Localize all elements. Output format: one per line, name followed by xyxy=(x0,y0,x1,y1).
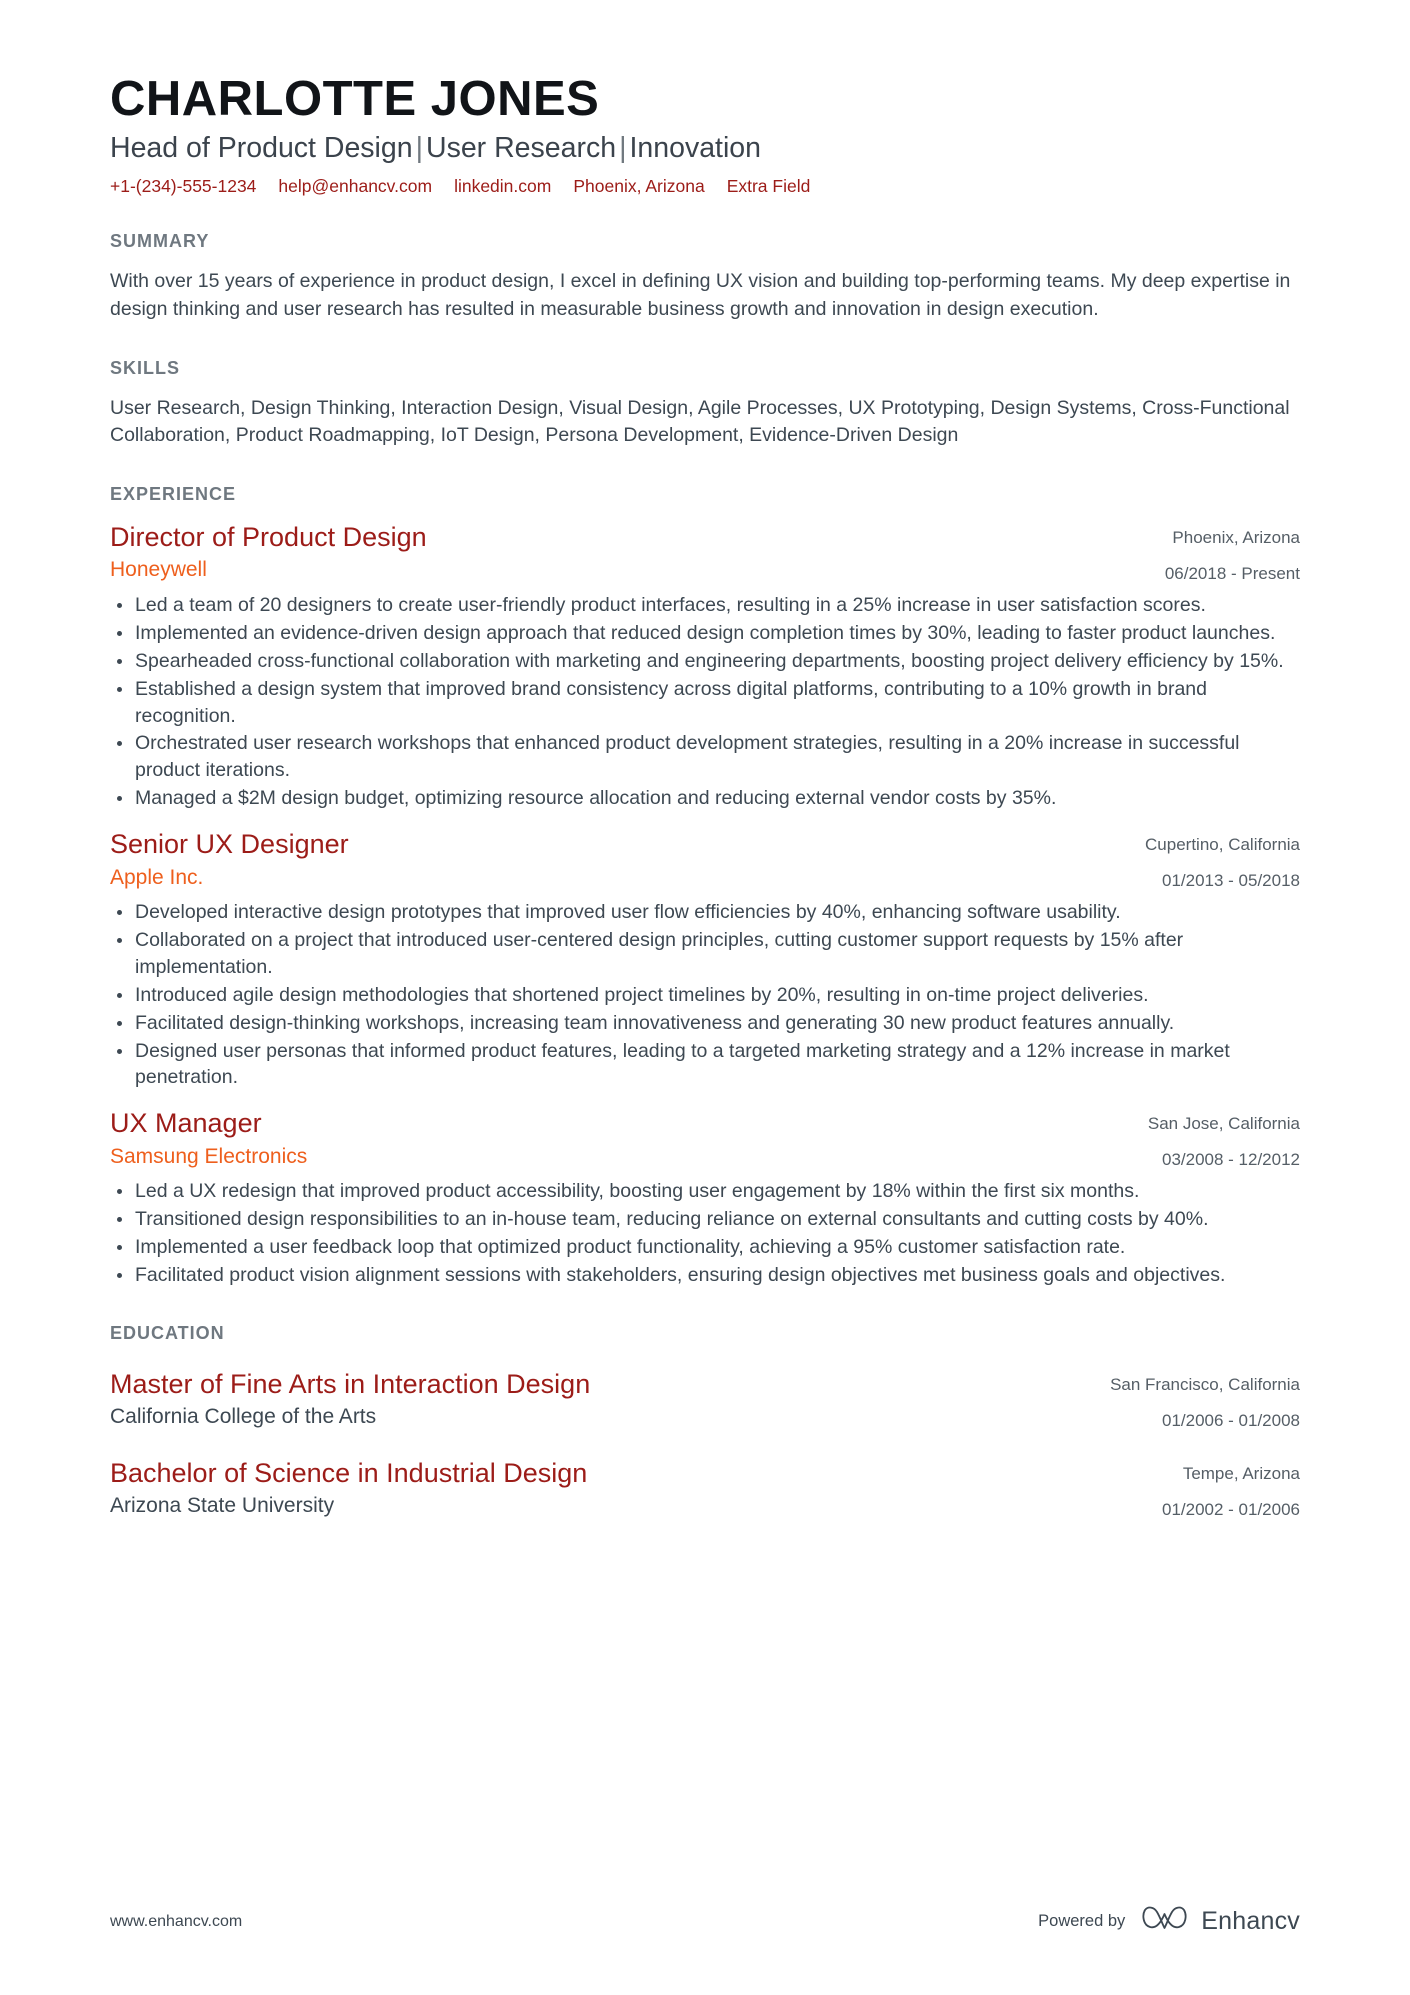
degree-title: Master of Fine Arts in Interaction Design xyxy=(110,1368,591,1399)
education-entry-meta xyxy=(1092,1368,1300,1433)
job-bullet: Facilitated design-thinking workshops, increasing team innovativeness and generating 30 new product features annually. xyxy=(110,1010,1300,1037)
education-entry xyxy=(110,1368,1300,1433)
contact-extra-field: Extra Field xyxy=(726,175,811,196)
summary-text: With over 15 years of experience in product design, I excel in defining UX vision and building top-performing teams. My deep expertise in design thinking and user research has resulted in measurable business growth and innovation in design execution. xyxy=(110,270,1291,320)
job-bullets xyxy=(110,899,1300,1091)
candidate-name: CHARLOTTE JONES xyxy=(110,72,600,126)
job-bullet: Implemented an evidence-driven design approach that reduced design completion times by 30%, leading to faster product launches. xyxy=(110,620,1300,647)
footer-branding xyxy=(1038,1904,1300,1939)
experience-entry-header xyxy=(110,521,1300,586)
headline-separator-icon: | xyxy=(415,131,423,164)
school-location: Tempe, Arizona xyxy=(1182,1463,1300,1483)
section-title-experience: EXPERIENCE xyxy=(110,484,237,504)
powered-by-label: Powered by xyxy=(1038,1912,1126,1930)
school-dates: 01/2002 - 01/2006 xyxy=(1161,1499,1300,1519)
headline-separator-icon: | xyxy=(619,131,627,164)
school-name: Arizona State University xyxy=(110,1494,335,1518)
job-location: San Jose, California xyxy=(1147,1114,1300,1134)
candidate-headline xyxy=(110,131,1300,167)
job-bullet: Designed user personas that informed product features, leading to a targeted marketing strategy and a 12% increase in market penetration. xyxy=(110,1038,1300,1092)
section-summary xyxy=(110,231,1300,323)
job-bullets xyxy=(110,592,1300,812)
experience-entry-main xyxy=(110,828,1127,891)
contact-location: Phoenix, Arizona xyxy=(573,175,705,196)
experience-entry-meta xyxy=(1127,828,1300,893)
headline-part-1: User Research xyxy=(426,131,617,164)
job-location: Cupertino, California xyxy=(1145,835,1300,855)
education-entry-main xyxy=(110,1368,1092,1431)
skills-text: User Research, Design Thinking, Interaction Design, Visual Design, Agile Processes, UX Prototyping, Design Systems, Cross-Functional Collaboration, Product Roadmapping, IoT Design, Persona Development, Evidence-Driven Design xyxy=(110,396,1290,447)
job-bullet: Led a UX redesign that improved product accessibility, boosting user engagement by 18% within the first six months. xyxy=(110,1178,1300,1205)
job-title: Senior UX Designer xyxy=(110,829,349,860)
enhancv-brand-name: Enhancv xyxy=(1201,1907,1300,1935)
job-dates: 03/2008 - 12/2012 xyxy=(1161,1150,1300,1170)
job-bullet: Spearheaded cross-functional collaboration with marketing and engineering departments, boosting project delivery efficiency by 15%. xyxy=(110,648,1300,675)
education-entry-header xyxy=(110,1457,1300,1522)
job-dates: 01/2013 - 05/2018 xyxy=(1161,871,1300,891)
education-entry-header xyxy=(110,1368,1300,1433)
company-name: Apple Inc. xyxy=(110,865,204,889)
company-name: Honeywell xyxy=(110,558,207,582)
contact-row xyxy=(110,175,1300,198)
job-bullet: Implemented a user feedback loop that optimized product functionality, achieving a 95% customer satisfaction rate. xyxy=(110,1234,1300,1261)
headline-part-2: Innovation xyxy=(629,131,762,164)
job-bullet: Introduced agile design methodologies that shortened project timelines by 20%, resulting in on-time project deliveries. xyxy=(110,982,1300,1009)
experience-entry xyxy=(110,521,1300,812)
job-bullet: Transitioned design responsibilities to an in-house team, reducing reliance on external consultants and cutting costs by 40%. xyxy=(110,1206,1300,1233)
section-title-skills: SKILLS xyxy=(110,357,181,378)
education-entry-meta xyxy=(1144,1457,1300,1522)
experience-entry-meta xyxy=(1130,1107,1300,1172)
headline-part-0: Head of Product Design xyxy=(110,131,413,164)
resume-header xyxy=(110,72,1300,197)
experience-entry-main xyxy=(110,1107,1130,1170)
contact-phone[interactable]: +1-(234)-555-1234 xyxy=(110,175,257,196)
job-bullet: Managed a $2M design budget, optimizing resource allocation and reducing external vendor costs by 35%. xyxy=(110,785,1300,812)
enhancv-brand xyxy=(1141,1904,1300,1939)
company-name: Samsung Electronics xyxy=(110,1144,308,1168)
job-bullet: Led a team of 20 designers to create user-friendly product interfaces, resulting in a 25% increase in user satisfaction scores. xyxy=(110,592,1300,619)
job-bullet: Facilitated product vision alignment sessions with stakeholders, ensuring design objectives met business goals and objectives. xyxy=(110,1262,1300,1289)
job-bullet: Developed interactive design prototypes that improved user flow efficiencies by 40%, enhancing software usability. xyxy=(110,899,1300,926)
section-experience xyxy=(110,484,1300,1289)
resume-footer xyxy=(110,1904,1300,1939)
experience-entry-header xyxy=(110,1107,1300,1172)
experience-entry xyxy=(110,1107,1300,1289)
experience-entry xyxy=(110,828,1300,1091)
degree-title: Bachelor of Science in Industrial Design xyxy=(110,1457,588,1488)
job-bullets xyxy=(110,1178,1300,1289)
education-entry xyxy=(110,1457,1300,1522)
experience-entry-meta xyxy=(1147,521,1300,586)
school-dates: 01/2006 - 01/2008 xyxy=(1161,1410,1300,1430)
section-skills xyxy=(110,358,1300,450)
contact-linkedin[interactable]: linkedin.com xyxy=(454,175,552,196)
job-dates: 06/2018 - Present xyxy=(1164,563,1300,583)
job-location: Phoenix, Arizona xyxy=(1172,528,1300,547)
job-title: Director of Product Design xyxy=(110,522,427,552)
school-location: San Francisco, California xyxy=(1110,1374,1300,1394)
job-bullet: Established a design system that improved brand consistency across digital platforms, contributing to a 10% growth in brand recognition. xyxy=(110,676,1300,730)
section-education xyxy=(110,1323,1300,1522)
enhancv-logo-icon xyxy=(1141,1904,1189,1939)
section-title-summary: SUMMARY xyxy=(110,231,210,252)
footer-website-url[interactable]: www.enhancv.com xyxy=(110,1912,243,1930)
contact-email[interactable]: help@enhancv.com xyxy=(278,175,433,196)
education-entry-main xyxy=(110,1457,1144,1520)
school-name: California College of the Arts xyxy=(110,1405,377,1429)
job-title: UX Manager xyxy=(110,1108,262,1139)
section-title-education: EDUCATION xyxy=(110,1322,225,1343)
job-bullet: Collaborated on a project that introduced user-centered design principles, cutting customer support requests by 15% after implementation. xyxy=(110,927,1300,981)
experience-entry-main xyxy=(110,521,1147,584)
experience-entry-header xyxy=(110,828,1300,893)
job-bullet: Orchestrated user research workshops that enhanced product development strategies, resulting in a 20% increase in successful product iterations. xyxy=(110,730,1300,784)
